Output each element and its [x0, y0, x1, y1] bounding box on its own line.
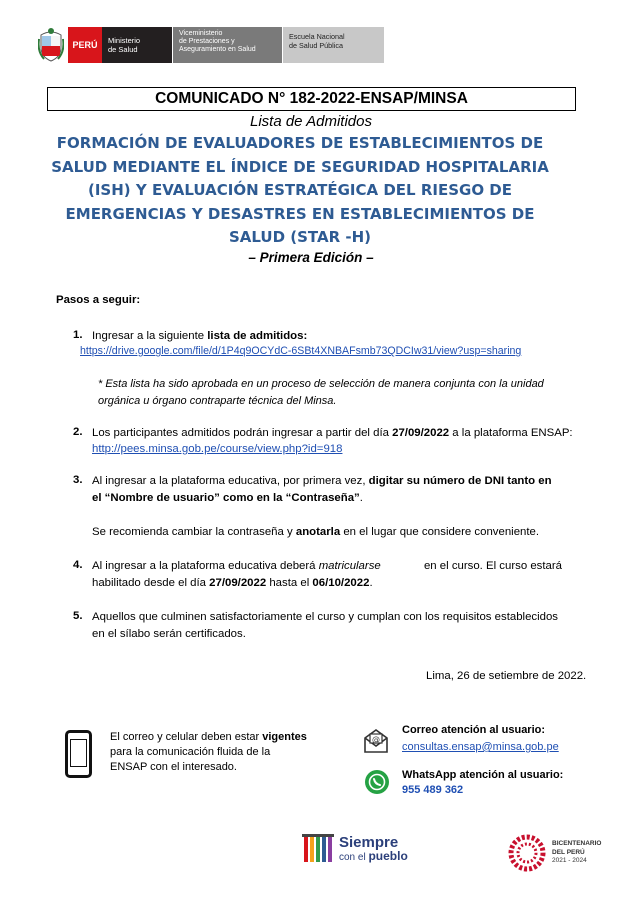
contact-note	[110, 730, 312, 775]
siempre-con-el: con el	[339, 851, 369, 863]
step-4-number: 4.	[73, 559, 83, 571]
escuela-line-1: Escuela Nacional	[289, 32, 345, 41]
step-3-text-c: el “Nombre de usuario” como en la “Contraseña”	[92, 491, 360, 504]
list-note	[98, 376, 544, 409]
title-line: EMERGENCIAS Y DESASTRES EN ESTABLECIMIENTOS DE	[65, 204, 535, 223]
step-4-text-a: Al ingresar a la plataforma educativa deberá	[92, 560, 319, 572]
escuela-line-2: de Salud Pública	[289, 40, 343, 50]
peru-logo: PERÚ	[68, 27, 102, 63]
vice-line-1: Viceministerio	[179, 30, 223, 37]
step-3-recommendation	[92, 524, 539, 541]
viceministerio-logo	[172, 27, 282, 63]
header-logos	[38, 27, 384, 63]
whatsapp-icon	[365, 770, 389, 794]
svg-text:@: @	[372, 735, 380, 744]
step-4-text	[92, 558, 562, 591]
step-4-text-d: habilitado desde el día	[92, 576, 210, 589]
contact-note-d: ENSAP con el interesado.	[110, 761, 237, 773]
contact-note-b: vigentes	[262, 731, 307, 743]
step-3-text-b: digitar su número de DNI tanto en	[368, 475, 552, 487]
note-line-1: * Esta lista ha sido aprobada en un proceso de selección de manera conjunta con la unidad	[98, 378, 544, 390]
step-3-number: 3.	[73, 474, 83, 486]
step-3-text-e: Se recomienda cambiar la contraseña y	[92, 526, 296, 538]
contact-note-a: El correo y celular deben estar	[110, 731, 263, 743]
support-email-link[interactable]: consultas.ensap@minsa.gob.pe	[402, 741, 559, 753]
step-4-text-c: en el curso. El curso estará	[423, 560, 562, 572]
step-5-number: 5.	[73, 610, 83, 622]
step-3-text-g: en el lugar que considere conveniente.	[340, 526, 540, 538]
whatsapp-label: WhatsApp atención al usuario:	[402, 769, 564, 781]
step-1-text-b: lista de admitidos:	[207, 330, 308, 342]
ministerio-logo	[102, 27, 172, 63]
comunicado-title: COMUNICADO N° 182-2022-ENSAP/MINSA	[47, 87, 576, 111]
whatsapp-number: 955 489 362	[402, 784, 464, 796]
vice-line-3: Aseguramiento en Salud	[179, 46, 256, 53]
title-line: SALUD MEDIANTE EL ÍNDICE DE SEGURIDAD HOSPITALARIA	[51, 157, 549, 176]
step-4-end-date: 06/10/2022	[312, 576, 370, 589]
step-3-text-a: Al ingresar a la plataforma educativa, por primera vez,	[92, 475, 369, 487]
document-title	[0, 132, 600, 250]
step-5-line-2: en el sílabo serán certificados.	[92, 627, 246, 640]
step-2-number: 2.	[73, 426, 83, 438]
title-line: (ISH) Y EVALUACIÓN ESTRATÉGICA DEL RIESGO DE	[88, 181, 512, 199]
step-2-text-a: Los participantes admitidos podrán ingresar a partir del día	[92, 427, 393, 439]
title-line: FORMACIÓN DE EVALUADORES DE ESTABLECIMIENTOS DE	[56, 134, 544, 152]
note-line-2: orgánica u órgano contraparte técnica del Minsa.	[98, 394, 337, 407]
step-4-start-date: 27/09/2022	[209, 576, 267, 589]
title-line: SALUD (STAR -H)	[228, 228, 372, 246]
admitidos-list-link[interactable]: https://drive.google.com/file/d/1P4q9OCYdC-6SBt4XNBAFsmb73QDCIw31/view?usp=sharing	[80, 345, 522, 357]
step-4-text-h: .	[369, 576, 373, 589]
step-5-text	[92, 609, 558, 642]
step-2-text-c: a la plataforma ENSAP:	[449, 427, 573, 439]
step-3-text	[92, 473, 562, 506]
bicen-line-1: BICENTENARIO	[552, 840, 602, 848]
step-3-text-f: anotarla	[295, 526, 341, 538]
siempre-pueblo: pueblo	[368, 848, 408, 863]
step-5-line-1: Aquellos que culminen satisfactoriamente el curso y cumplan con los requisitos establecidos	[92, 611, 558, 623]
siempre-text: Siempre	[339, 833, 399, 851]
bicen-line-3: 2021 - 2024	[552, 857, 587, 865]
bicentenario-emblem-icon	[508, 834, 546, 872]
siempre-con-el-pueblo-logo	[302, 832, 408, 866]
mobile-phone-icon	[65, 730, 92, 778]
bicen-line-2: DEL PERÚ	[552, 848, 585, 856]
email-label: Correo atención al usuario:	[402, 724, 546, 736]
step-1-text-a: Ingresar a la siguiente	[92, 330, 208, 342]
siempre-logo-icon	[302, 832, 336, 866]
vice-line-2: de Prestaciones y	[179, 38, 235, 45]
steps-heading: Pasos a seguir:	[56, 294, 141, 306]
step-4-text-b: matricularse	[318, 560, 381, 572]
coat-of-arms-icon	[38, 27, 64, 63]
step-3-text-d: .	[359, 491, 363, 504]
step-4-text-f: hasta el	[266, 576, 313, 589]
escuela-logo	[282, 27, 384, 63]
step-2-text	[92, 425, 573, 442]
platform-link[interactable]: http://pees.minsa.gob.pe/course/view.php?id=918	[92, 443, 343, 455]
ministerio-line-2: de Salud	[108, 45, 138, 54]
step-2-date: 27/09/2022	[392, 427, 450, 439]
edition-label: – Primera Edición –	[248, 250, 374, 265]
email-icon	[362, 727, 390, 755]
ministerio-line-1: Ministerio	[108, 36, 141, 45]
contact-note-c: para la comunicación fluida de la	[110, 746, 271, 758]
step-1-number: 1.	[73, 329, 83, 341]
lista-subtitle: Lista de Admitidos	[249, 113, 372, 130]
date-place: Lima, 26 de setiembre de 2022.	[426, 670, 587, 682]
bicentenario-logo	[508, 834, 601, 872]
